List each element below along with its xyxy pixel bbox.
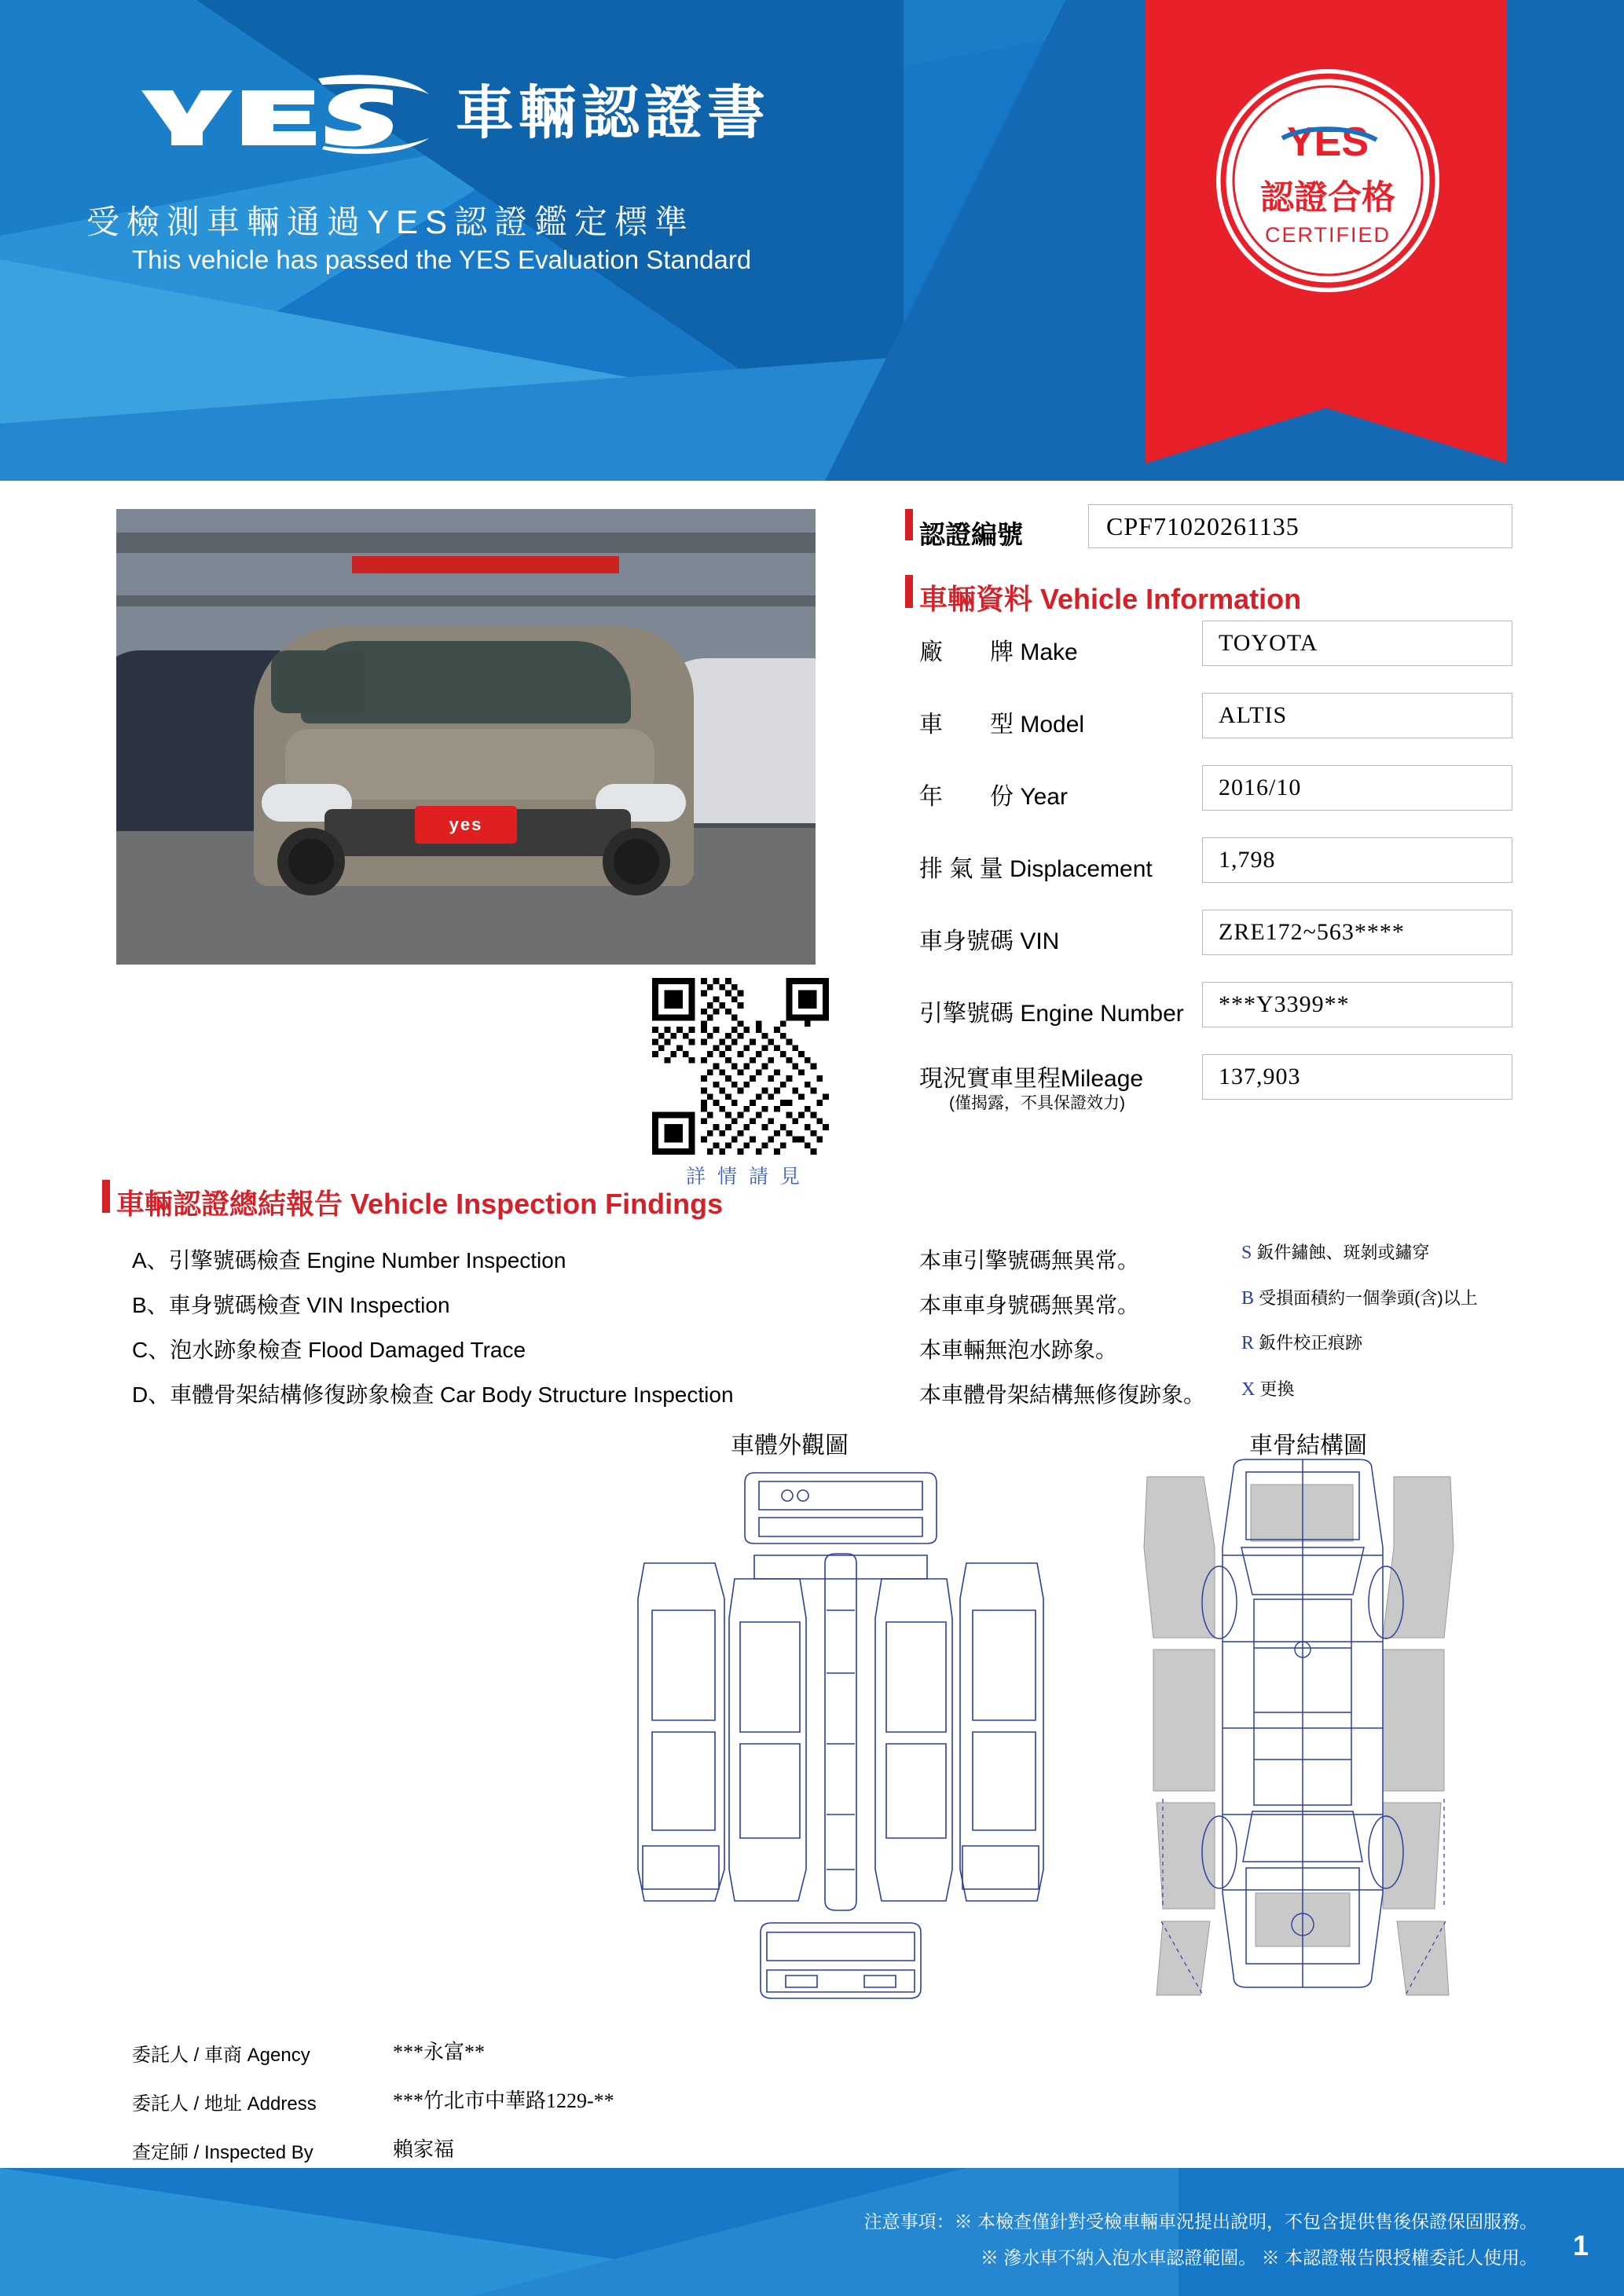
finding-left-a: A、引擎號碼檢查 Engine Number Inspection (132, 1248, 566, 1273)
footer-value-address: ***竹北市中華路1229-** (393, 2089, 614, 2112)
field-value-vin: ZRE172~563**** (1202, 910, 1512, 955)
cert-no-label: 認證編號 (919, 520, 1023, 549)
svg-text:認證合格: 認證合格 (1260, 179, 1395, 217)
legend-key-s: S (1241, 1243, 1252, 1263)
subtitle-zh: 受檢測車輛通過YES認證鑑定標準 (86, 203, 695, 240)
finding-left-b: B、車身號碼檢查 VIN Inspection (132, 1293, 450, 1317)
svg-text:YES: YES (1286, 119, 1369, 165)
page-header (0, 0, 1624, 481)
qr-caption: 詳 情 請 見 (686, 1166, 803, 1188)
field-label-displacement: 排 氣 量 Displacement (919, 856, 1153, 882)
field-label-vin: 車身號碼 VIN (919, 928, 1060, 954)
footer-value-agency: ***永富** (393, 2041, 486, 2063)
vehicle-photo (116, 509, 816, 965)
footer-label-inspector: 查定師 / Inspected By (132, 2142, 313, 2163)
svg-text:CERTIFIED: CERTIFIED (1264, 223, 1391, 247)
field-note-mileage: (僅揭露，不具保證效力) (949, 1094, 1125, 1112)
field-value-make: TOYOTA (1202, 621, 1512, 666)
exterior-diagram-caption: 車體外觀圖 (731, 1433, 849, 1459)
footer-label-address: 委託人 / 地址 Address (132, 2093, 317, 2115)
footer-label-agency: 委託人 / 車商 Agency (132, 2045, 310, 2066)
photo-wheel-left (277, 828, 345, 895)
photo-license-plate: yes (415, 806, 517, 844)
structure-diagram (1116, 1453, 1493, 2011)
legend-key-r: R (1241, 1333, 1255, 1353)
finding-right-b: 本車車身號碼無異常。 (919, 1293, 1140, 1317)
field-label-model: 車 型 Model (919, 712, 1085, 738)
certified-seal (1210, 63, 1446, 298)
photo-wheel-right (603, 828, 670, 895)
legend-text-x: 更換 (1259, 1379, 1295, 1399)
legend-item-b (1241, 1285, 1478, 1309)
legend-item-s (1241, 1240, 1430, 1264)
findings-accent-bar (102, 1180, 110, 1213)
vehicle-info-title: 車輛資料 Vehicle Information (919, 583, 1302, 615)
cert-no-value: CPF71020261135 (1088, 504, 1512, 548)
finding-left-d: D、車體骨架結構修復跡象檢查 Car Body Structure Inspection (132, 1382, 734, 1407)
legend-key-b: B (1241, 1288, 1255, 1309)
footer-value-inspector: 賴家福 (393, 2138, 455, 2161)
legend-text-r: 鈑件校正痕跡 (1259, 1333, 1363, 1353)
field-value-mileage: 137,903 (1202, 1054, 1512, 1100)
footer-notice-line-1: 注意事項：※ 本檢查僅針對受檢車輛車況提出說明，不包含提供售後保證保固服務。 (863, 2211, 1538, 2232)
subtitle-en: This vehicle has passed the YES Evaluation Standard (132, 245, 752, 274)
page-title: 車輛認證書 (456, 80, 770, 145)
legend-text-b: 受損面積約一個拳頭(含)以上 (1259, 1288, 1478, 1308)
qr-code[interactable] (652, 978, 829, 1155)
findings-title: 車輛認證總結報告 Vehicle Inspection Findings (116, 1188, 724, 1220)
finding-left-c: C、泡水跡象檢查 Flood Damaged Trace (132, 1338, 526, 1362)
finding-right-d: 本車體骨架結構無修復跡象。 (919, 1382, 1206, 1407)
cert-no-accent-bar (905, 509, 913, 540)
field-label-make: 廠 牌 Make (919, 639, 1078, 665)
legend-key-x: X (1241, 1379, 1256, 1400)
field-value-engine-number: ***Y3399** (1202, 982, 1512, 1027)
legend-item-r (1241, 1330, 1362, 1354)
photo-roof-beam (116, 595, 816, 606)
footer-notice-line-2: ※ 滲水車不納入泡水車認證範圍。 ※ 本認證報告限授權委託人使用。 (980, 2247, 1538, 2268)
photo-roof-beam (116, 533, 816, 553)
exterior-diagram (597, 1461, 1084, 2011)
photo-main-car (254, 627, 694, 886)
yes-logo (126, 71, 432, 161)
field-value-year: 2016/10 (1202, 765, 1512, 811)
field-value-displacement: 1,798 (1202, 837, 1512, 883)
photo-side-window (271, 650, 365, 713)
legend-text-s: 鈑件鏽蝕、斑剝或鏽穿 (1256, 1243, 1430, 1262)
legend-item-x (1241, 1376, 1294, 1401)
vehicle-info-accent-bar (905, 575, 913, 608)
finding-right-c: 本車輛無泡水跡象。 (919, 1338, 1118, 1362)
structure-diagram-caption: 車骨結構圖 (1249, 1433, 1367, 1459)
field-label-year: 年 份 Year (919, 784, 1068, 810)
field-label-mileage: 現況實車里程Mileage (919, 1066, 1144, 1092)
finding-right-a: 本車引擎號碼無異常。 (919, 1248, 1140, 1273)
page-number: 1 (1572, 2229, 1589, 2261)
field-value-model: ALTIS (1202, 693, 1512, 738)
photo-banner (352, 556, 619, 573)
field-label-engine-number: 引擎號碼 Engine Number (919, 1001, 1184, 1027)
